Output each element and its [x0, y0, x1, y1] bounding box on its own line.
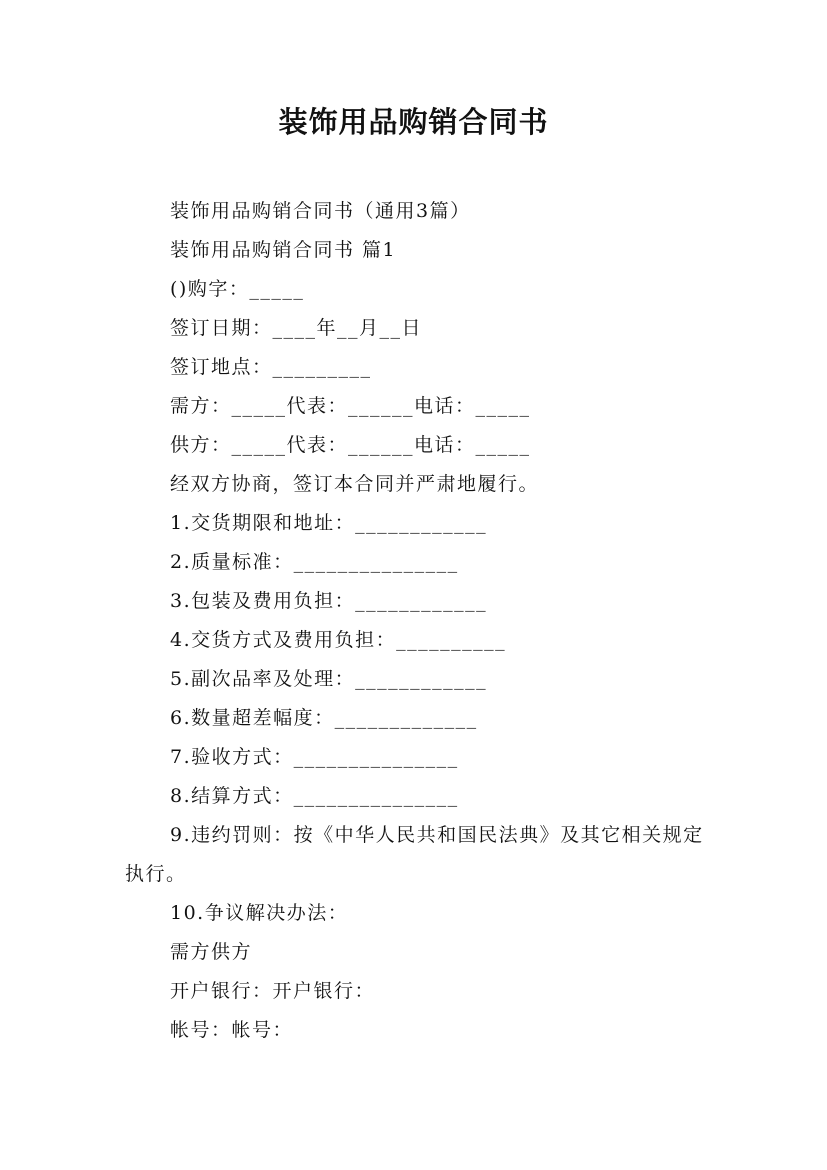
clause-4-delivery-method: 4.交货方式及费用负担：__________ [170, 629, 507, 651]
clause-6-quantity-tolerance: 6.数量超差幅度：_____________ [170, 707, 478, 729]
clause-10-dispute-resolution: 10.争议解决办法： [170, 902, 349, 924]
clause-9-breach-penalty: 9.违约罚则：按《中华人民共和国民法典》及其它相关规定执行。 [125, 824, 704, 885]
paragraph-subtitle: 装饰用品购销合同书（通用3篇） [170, 200, 471, 222]
paragraph-buyer: 需方：_____代表：______电话：_____ [170, 395, 531, 417]
paragraph-signing-date: 签订日期：____年__月__日 [170, 317, 423, 339]
paragraph-signing-place: 签订地点：_________ [170, 356, 372, 378]
clause-2-quality-standard: 2.质量标准：_______________ [170, 551, 459, 573]
document-body [125, 192, 705, 1050]
paragraph-account: 帐号：帐号： [170, 1019, 294, 1041]
paragraph-agreement: 经双方协商，签订本合同并严肃地履行。 [170, 473, 540, 495]
clause-3-packaging-cost: 3.包装及费用负担：____________ [170, 590, 488, 612]
clause-7-acceptance-method: 7.验收方式：_______________ [170, 746, 459, 768]
clause-8-settlement-method: 8.结算方式：_______________ [170, 785, 459, 807]
paragraph-bank: 开户银行：开户银行： [170, 980, 376, 1002]
paragraph-section-heading: 装饰用品购销合同书 篇1 [170, 239, 397, 261]
document-title: 装饰用品购销合同书 [278, 105, 549, 139]
paragraph-parties: 需方供方 [170, 941, 253, 963]
paragraph-purchase-number: ()购字：_____ [170, 278, 305, 300]
clause-5-defect-rate: 5.副次品率及处理：____________ [170, 668, 488, 690]
clause-1-delivery-time-place: 1.交货期限和地址：____________ [170, 512, 488, 534]
paragraph-supplier: 供方：_____代表：______电话：_____ [170, 434, 531, 456]
